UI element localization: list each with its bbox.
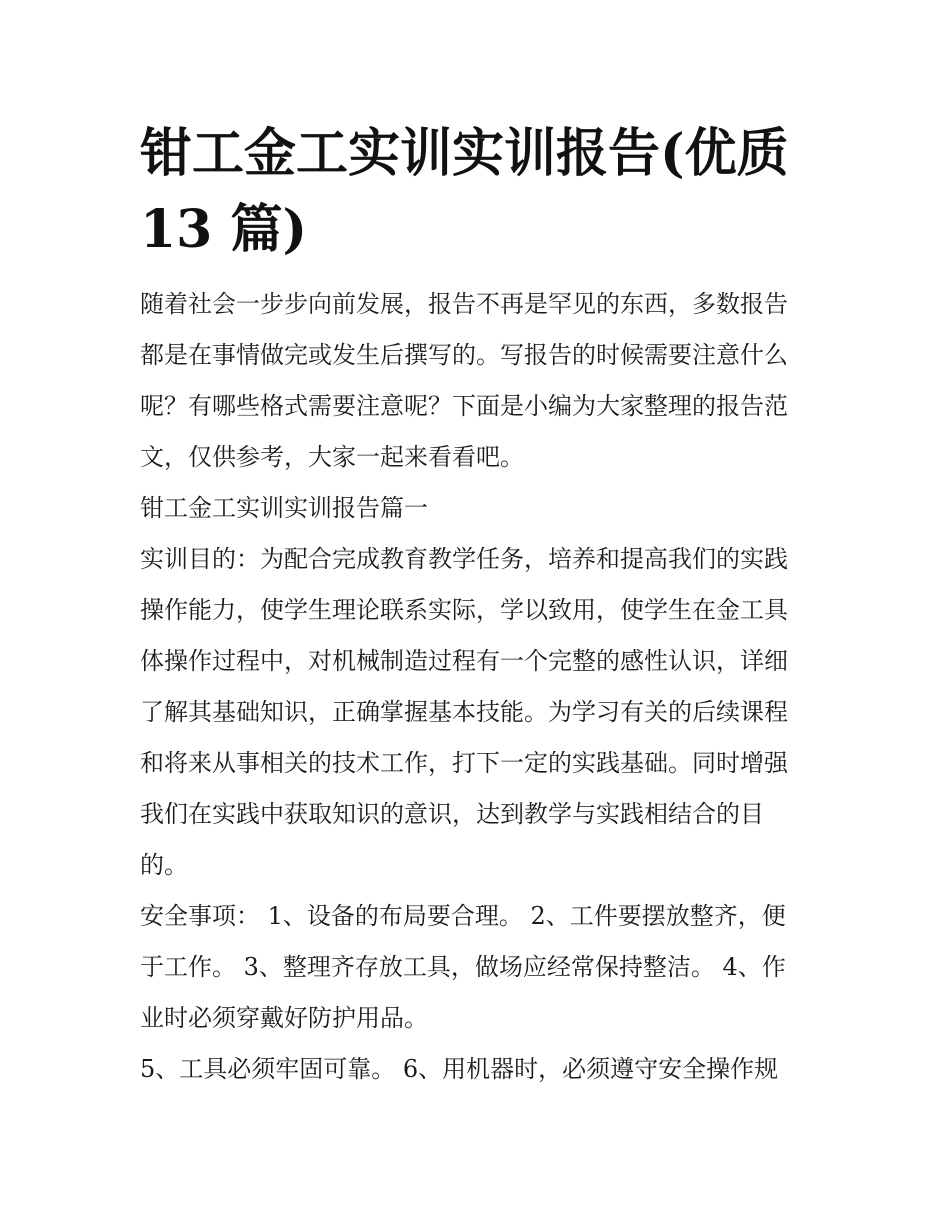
text-line: 钳工金工实训实训报告篇一 <box>140 494 428 522</box>
tools-paragraph <box>140 1044 820 1095</box>
text-line: 操作能力，使学生理论联系实际，学以致用，使学生在金工具 <box>140 596 788 624</box>
text-line: 于工作。 3、整理齐存放工具，做场应经常保持整洁。 4、作 <box>140 953 786 981</box>
text-line: 呢？有哪些格式需要注意呢？下面是小编为大家整理的报告范 <box>140 392 788 420</box>
intro-paragraph <box>140 279 820 483</box>
document-body <box>140 279 820 1095</box>
title-line: 13 篇) <box>140 199 308 260</box>
text-line: 实训目的：为配合完成教育教学任务，培养和提高我们的实践 <box>140 545 788 573</box>
text-line: 和将来从事相关的技术工作，打下一定的实践基础。同时增强 <box>140 749 788 777</box>
text-line: 了解其基础知识，正确掌握基本技能。为学习有关的后续课程 <box>140 698 788 726</box>
text-line: 5、工具必须牢固可靠。 6、用机器时，必须遵守安全操作规 <box>140 1055 779 1083</box>
purpose-paragraph <box>140 534 820 891</box>
title-line: 钳工金工实训实训报告(优质 <box>140 123 789 184</box>
text-line: 随着社会一步步向前发展，报告不再是罕见的东西，多数报告 <box>140 290 788 318</box>
text-line: 体操作过程中，对机械制造过程有一个完整的感性认识，详细 <box>140 647 788 675</box>
section-heading <box>140 483 820 534</box>
text-line: 都是在事情做完或发生后撰写的。写报告的时候需要注意什么 <box>140 341 788 369</box>
text-line: 安全事项： 1、设备的布局要合理。 2、工件要摆放整齐，便 <box>140 902 786 930</box>
safety-paragraph <box>140 891 820 1044</box>
text-line: 我们在实践中获取知识的意识，达到教学与实践相结合的目 <box>140 800 764 828</box>
document-title <box>140 116 820 268</box>
text-line: 文，仅供参考，大家一起来看看吧。 <box>140 443 524 471</box>
text-line: 业时必须穿戴好防护用品。 <box>140 1004 428 1032</box>
text-line: 的。 <box>140 851 188 879</box>
